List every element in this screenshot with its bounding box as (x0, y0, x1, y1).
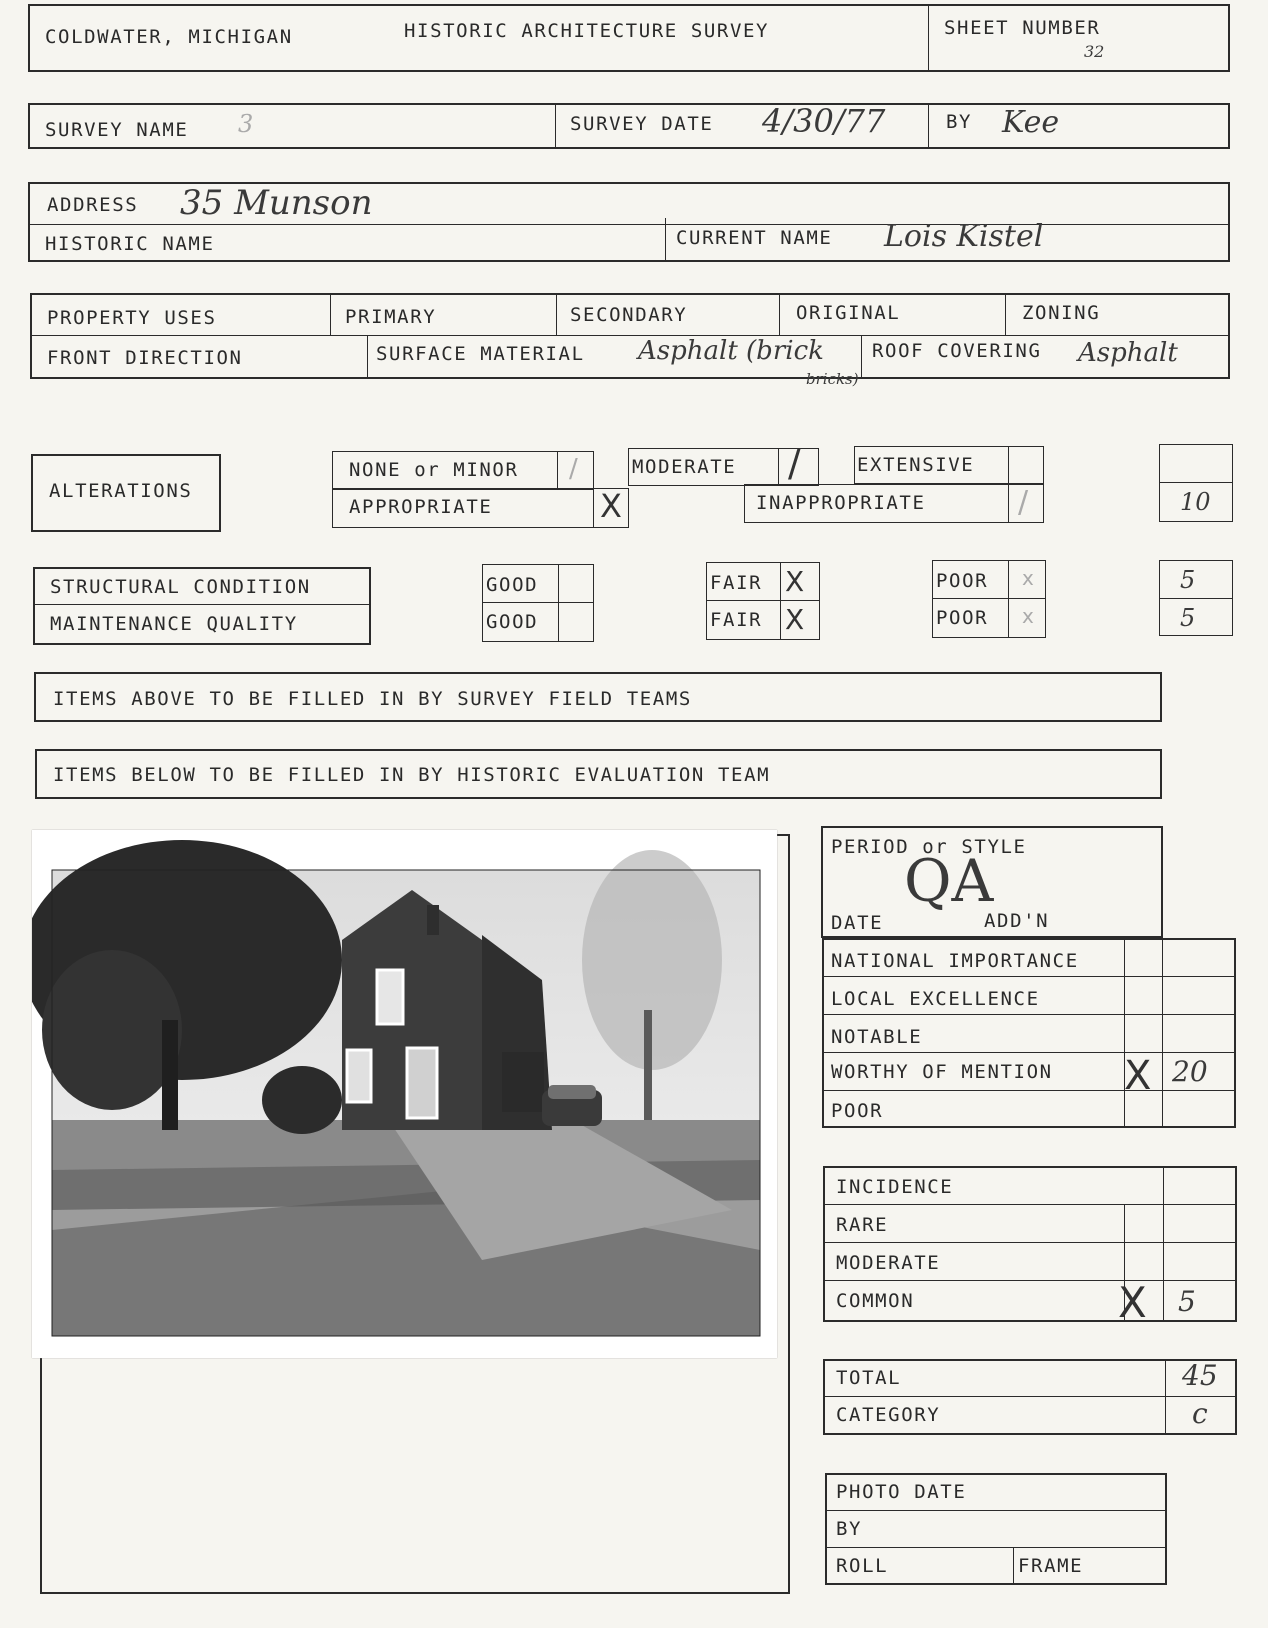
category-value: c (1192, 1397, 1208, 1430)
totals-divider (823, 1396, 1237, 1397)
extensive-label: EXTENSIVE (857, 454, 975, 476)
incidence-divider-1 (823, 1204, 1237, 1205)
worthy-of-mention-score: 20 (1172, 1055, 1208, 1088)
alterations-score-divider (1159, 482, 1233, 483)
maintenance-quality-label: MAINTENANCE QUALITY (50, 613, 298, 635)
roll-label: ROLL (836, 1555, 889, 1577)
notable-label: NOTABLE (831, 1026, 923, 1048)
surface-material-value-2: bricks) (806, 370, 859, 388)
address-value: 35 Munson (180, 183, 373, 223)
header-city: COLDWATER, MICHIGAN (45, 26, 293, 48)
importance-divider-2 (822, 1014, 1236, 1015)
appropriate-mark: X (600, 487, 622, 525)
national-importance-label: NATIONAL IMPORTANCE (831, 950, 1079, 972)
period-style-value: QA (904, 847, 994, 915)
appropriate-check-divider (593, 488, 594, 528)
structural-poor-mark: x (1022, 566, 1034, 590)
alterations-label: ALTERATIONS (49, 480, 193, 502)
totals-value-divider (1165, 1359, 1166, 1435)
survey-name-label: SURVEY NAME (45, 119, 189, 141)
incidence-divider-2 (823, 1242, 1237, 1243)
moderate-mark: / (788, 441, 801, 485)
current-name-label: CURRENT NAME (676, 227, 833, 249)
structural-score: 5 (1180, 566, 1196, 594)
common-mark: X (1118, 1278, 1147, 1327)
poor-check-divider (1008, 560, 1009, 638)
extensive-check-divider (1008, 446, 1009, 484)
surface-divider (367, 335, 368, 379)
common-score: 5 (1178, 1285, 1196, 1318)
maintenance-poor-mark: x (1022, 604, 1034, 628)
sheet-number-value: 32 (1084, 42, 1105, 61)
none-minor-mark: / (569, 454, 578, 484)
incidence-label: INCIDENCE (836, 1176, 954, 1198)
inappropriate-label: INAPPROPRIATE (756, 492, 926, 514)
secondary-divider (556, 293, 557, 335)
fair-divider (706, 600, 820, 601)
zoning-divider (1005, 293, 1006, 335)
front-direction-label: FRONT DIRECTION (47, 347, 243, 369)
surface-material-value: Asphalt (brick (638, 336, 824, 366)
secondary-label: SECONDARY (570, 304, 688, 326)
structural-fair-mark: X (785, 565, 805, 598)
survey-name-value: 3 (238, 110, 254, 138)
address-divider (28, 224, 1230, 225)
photo-date-label: PHOTO DATE (836, 1481, 967, 1503)
structural-poor-label: POOR (936, 570, 989, 592)
roof-covering-value: Asphalt (1078, 338, 1178, 368)
header-survey-title: HISTORIC ARCHITECTURE SURVEY (404, 20, 770, 42)
roof-divider (861, 335, 862, 379)
maintenance-fair-mark: X (785, 603, 805, 636)
current-name-value: Lois Kistel (884, 219, 1044, 254)
worthy-of-mention-mark: X (1124, 1053, 1152, 1099)
primary-label: PRIMARY (345, 306, 437, 328)
items-above-note: ITEMS ABOVE TO BE FILLED IN BY SURVEY FIELD TEAMS (53, 688, 692, 710)
maintenance-poor-label: POOR (936, 607, 989, 629)
maintenance-fair-label: FAIR (710, 609, 763, 631)
total-value: 45 (1182, 1359, 1218, 1392)
survey-by-value: Kee (1002, 105, 1060, 140)
frame-label: FRAME (1018, 1555, 1084, 1577)
none-minor-check-divider (557, 451, 558, 490)
good-divider (482, 602, 594, 603)
maintenance-good-label: GOOD (486, 611, 539, 633)
none-minor-label: NONE or MINOR (349, 459, 519, 481)
property-uses-label: PROPERTY USES (47, 307, 217, 329)
photo-info-divider-2 (825, 1547, 1167, 1548)
photo-by-label: BY (836, 1518, 863, 1540)
incidence-score-divider (1163, 1166, 1164, 1322)
worthy-of-mention-label: WORTHY OF MENTION (831, 1061, 1053, 1083)
inappropriate-check-divider (1008, 484, 1009, 523)
condition-label-divider (33, 604, 371, 605)
rare-label: RARE (836, 1214, 889, 1236)
address-label: ADDRESS (47, 194, 139, 216)
appropriate-label: APPROPRIATE (349, 496, 493, 518)
period-style-label: PERIOD or STYLE (831, 836, 1027, 858)
importance-check-divider (1124, 938, 1125, 1128)
structural-fair-label: FAIR (710, 572, 763, 594)
condition-score-divider (1159, 598, 1233, 599)
frame-divider (1013, 1547, 1014, 1585)
survey-date-value: 4/30/77 (762, 102, 886, 140)
items-below-note: ITEMS BELOW TO BE FILLED IN BY HISTORIC EVALUATION TEAM (53, 764, 771, 786)
house-photo (32, 830, 777, 1358)
date-label: DATE (831, 912, 884, 934)
addn-label: ADD'N (984, 910, 1050, 932)
house-photo-image (32, 830, 777, 1358)
moderate-incidence-label: MODERATE (836, 1252, 941, 1274)
survey-date-label: SURVEY DATE (570, 113, 714, 135)
incidence-divider-3 (823, 1280, 1237, 1281)
photo-info-divider-1 (825, 1510, 1167, 1511)
moderate-label: MODERATE (632, 456, 737, 478)
sheet-number-label: SHEET NUMBER (944, 17, 1101, 39)
inappropriate-mark: / (1018, 485, 1029, 520)
survey-divider-1 (555, 103, 556, 147)
current-name-divider (665, 218, 666, 262)
category-label: CATEGORY (836, 1404, 941, 1426)
poor-label: POOR (831, 1100, 884, 1122)
roof-covering-label: ROOF COVERING (872, 340, 1042, 362)
good-check-divider (558, 564, 559, 642)
local-excellence-label: LOCAL EXCELLENCE (831, 988, 1040, 1010)
moderate-check-divider (778, 448, 779, 486)
surface-material-label: SURFACE MATERIAL (376, 343, 585, 365)
fair-check-divider (780, 562, 781, 640)
property-divider (30, 335, 1230, 336)
total-label: TOTAL (836, 1367, 902, 1389)
structural-good-label: GOOD (486, 574, 539, 596)
alterations-score: 10 (1180, 488, 1211, 516)
importance-score-divider (1162, 938, 1163, 1128)
maintenance-score: 5 (1180, 604, 1196, 632)
common-label: COMMON (836, 1290, 915, 1312)
importance-divider-1 (822, 976, 1236, 977)
poor-divider (932, 598, 1046, 599)
importance-divider-3 (822, 1052, 1236, 1053)
header-divider (928, 4, 929, 70)
survey-by-label: BY (946, 111, 973, 133)
importance-divider-4 (822, 1090, 1236, 1091)
zoning-label: ZONING (1022, 302, 1101, 324)
structural-condition-label: STRUCTURAL CONDITION (50, 576, 311, 598)
historic-name-label: HISTORIC NAME (45, 233, 215, 255)
original-label: ORIGINAL (796, 302, 901, 324)
primary-divider (330, 293, 331, 335)
survey-divider-2 (928, 103, 929, 147)
original-divider (779, 293, 780, 335)
